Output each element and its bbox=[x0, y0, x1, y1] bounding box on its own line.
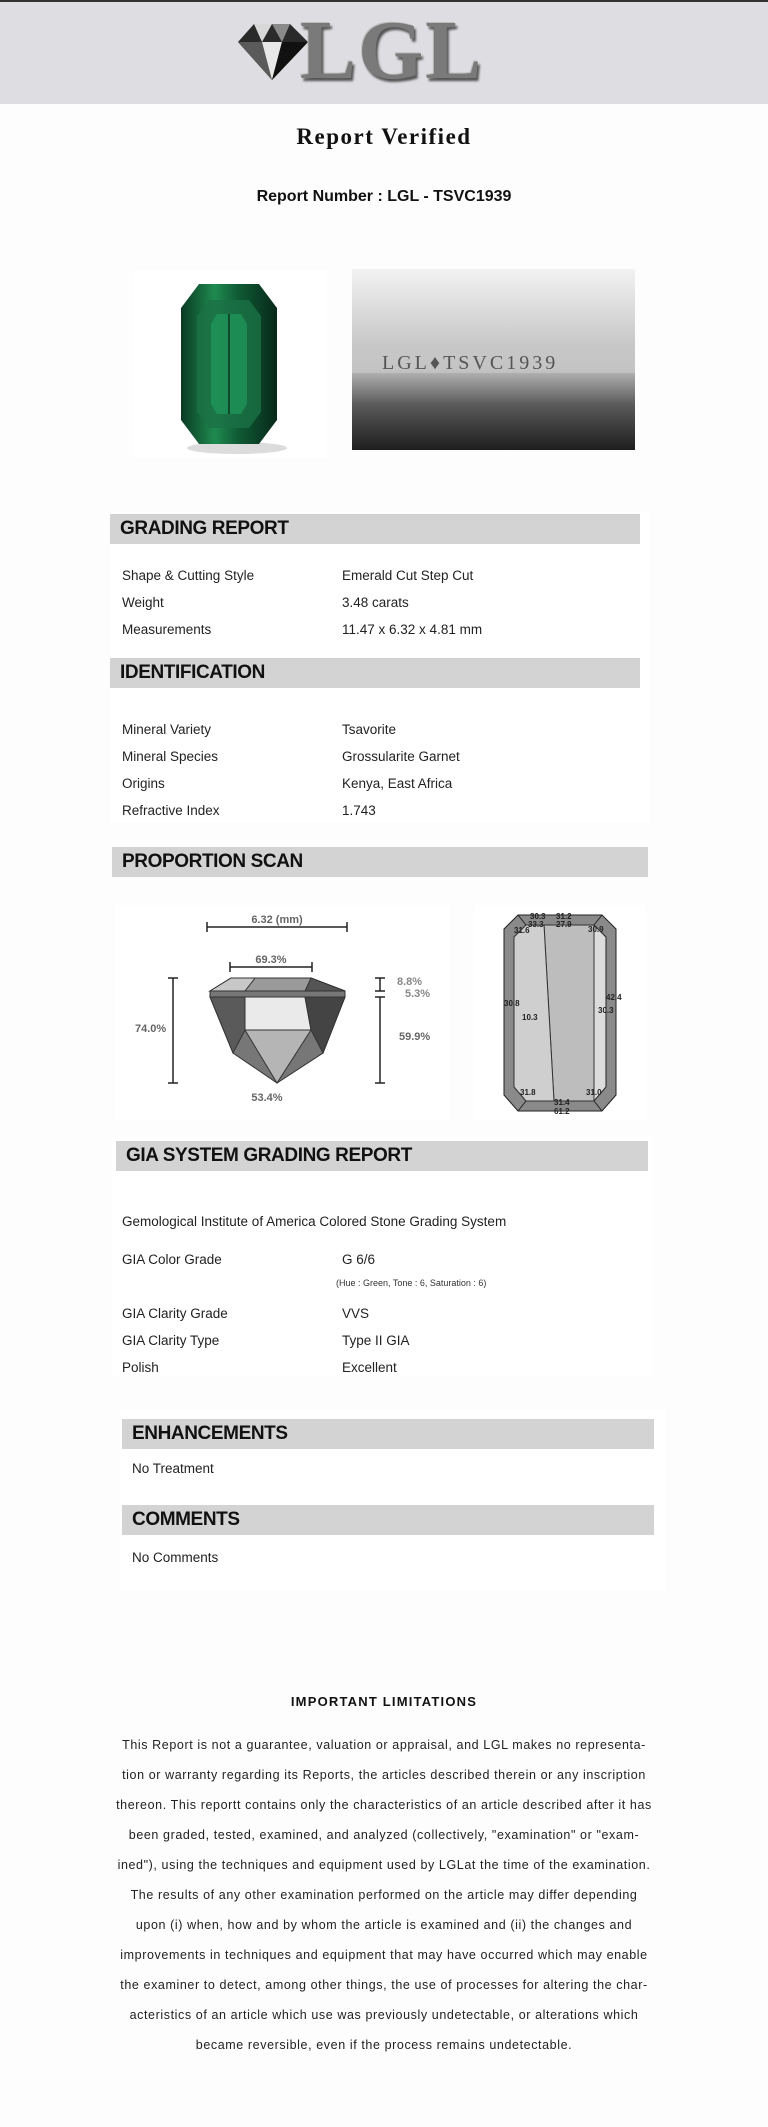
limitations-line-7: improvements in techniques and equipment that may have occurred which may enable bbox=[120, 1948, 648, 1962]
girdle-label: 5.3% bbox=[405, 988, 431, 1000]
grading-report-header bbox=[110, 514, 640, 544]
comments-value: No Comments bbox=[132, 1550, 219, 1565]
grading-label-2: Measurements bbox=[122, 622, 212, 637]
gia-color-note: (Hue : Green, Tone : 6, Saturation : 6) bbox=[336, 1278, 487, 1288]
grading-report-title: GRADING REPORT bbox=[120, 518, 289, 539]
table-label: 69.3% bbox=[255, 954, 287, 966]
top-label-12: 31.4 bbox=[554, 1098, 570, 1107]
grading-value-2: 11.47 x 6.32 x 4.81 mm bbox=[342, 622, 483, 637]
limitations-line-6: upon (i) when, how and by whom the article is examined and (ii) the changes and bbox=[135, 1918, 633, 1932]
limitations-line-10: became reversible, even if the process remains undetectable. bbox=[195, 2038, 573, 2052]
limitations-title: IMPORTANT LIMITATIONS bbox=[290, 1694, 478, 1709]
top-label-9: 30.3 bbox=[598, 1006, 614, 1015]
top-label-11: 31.0 bbox=[586, 1088, 602, 1097]
gia-label-1: GIA Clarity Type bbox=[122, 1333, 220, 1348]
report-number: Report Number : LGL - TSVC1939 bbox=[256, 188, 512, 205]
comments-title: COMMENTS bbox=[132, 1509, 240, 1530]
identification-title: IDENTIFICATION bbox=[120, 662, 265, 683]
limitations-line-1: tion or warranty regarding its Reports, the articles described therein or any inscription bbox=[122, 1768, 646, 1782]
top-label-7: 10.3 bbox=[522, 1013, 538, 1022]
gia-value-1: Type II GIA bbox=[342, 1333, 410, 1348]
width-label: 6.32 (mm) bbox=[251, 914, 303, 926]
top-label-5: 30.9 bbox=[588, 925, 604, 934]
gia-color-value: G 6/6 bbox=[342, 1252, 376, 1267]
limitations-line-2: thereon. This reportt contains only the characteristics of an article described after it has bbox=[116, 1798, 652, 1812]
ident-value-1: Grossularite Garnet bbox=[342, 749, 460, 764]
gem-photo bbox=[133, 270, 327, 458]
enhancements-header bbox=[122, 1419, 654, 1449]
inscription-photo bbox=[352, 269, 635, 450]
gia-value-2: Excellent bbox=[342, 1360, 397, 1375]
top-label-4: 27.9 bbox=[556, 920, 572, 929]
logo-text: LGL bbox=[300, 4, 484, 97]
top-label-1: 33.3 bbox=[528, 920, 544, 929]
grading-label-1: Weight bbox=[122, 595, 164, 610]
page-title: Report Verified bbox=[296, 124, 472, 149]
ident-label-2: Origins bbox=[122, 776, 165, 791]
top-label-8: 42.4 bbox=[606, 993, 622, 1002]
ident-value-3: 1.743 bbox=[342, 803, 376, 818]
side-profile-diagram bbox=[115, 905, 450, 1120]
limitations-line-8: the examiner to detect, among other things, the use of processes for altering the char- bbox=[120, 1978, 648, 1992]
limitations-line-5: The results of any other examination performed on the article may differ depending bbox=[130, 1888, 638, 1902]
proportion-scan-header bbox=[112, 847, 648, 877]
gia-label-0: GIA Clarity Grade bbox=[122, 1306, 228, 1321]
inscription-text: LGL♦TSVC1939 bbox=[382, 352, 559, 374]
limitations-line-9: acteristics of an article which use was previously undetectable, or alterations which bbox=[129, 2008, 639, 2022]
top-view-diagram bbox=[474, 905, 646, 1120]
gia-subtitle: Gemological Institute of America Colored Stone Grading System bbox=[122, 1214, 507, 1229]
limitations-line-3: been graded, tested, examined, and analyzed (collectively, "examination" or "exam- bbox=[128, 1828, 640, 1842]
crown-label: 8.8% bbox=[397, 976, 423, 988]
limitations-line-4: ined"), using the techniques and equipment used by LGLat the time of the examination. bbox=[117, 1858, 651, 1872]
top-label-6: 30.8 bbox=[504, 999, 520, 1008]
grading-label-0: Shape & Cutting Style bbox=[122, 568, 255, 583]
proportion-scan-title: PROPORTION SCAN bbox=[122, 851, 303, 872]
gia-label-2: Polish bbox=[122, 1360, 159, 1375]
ident-label-0: Mineral Variety bbox=[122, 722, 212, 737]
identification-header bbox=[110, 658, 640, 688]
ident-value-2: Kenya, East Africa bbox=[342, 776, 453, 791]
gia-title: GIA SYSTEM GRADING REPORT bbox=[126, 1145, 412, 1166]
enhancements-value: No Treatment bbox=[132, 1461, 214, 1476]
ident-label-3: Refractive Index bbox=[122, 803, 220, 818]
depth-label: 74.0% bbox=[135, 1023, 167, 1035]
top-label-0: 30.3 bbox=[530, 912, 546, 921]
comments-header bbox=[122, 1505, 654, 1535]
enhancements-title: ENHANCEMENTS bbox=[132, 1423, 288, 1444]
top-label-13: 61.2 bbox=[554, 1107, 570, 1116]
gia-color-label: GIA Color Grade bbox=[122, 1252, 222, 1267]
gia-value-0: VVS bbox=[342, 1306, 370, 1321]
top-label-3: 31.6 bbox=[514, 926, 530, 935]
grading-value-1: 3.48 carats bbox=[342, 595, 409, 610]
top-label-10: 31.8 bbox=[520, 1088, 536, 1097]
pavilion-label: 59.9% bbox=[399, 1031, 431, 1043]
limitations-line-0: This Report is not a guarantee, valuation or appraisal, and LGL makes no representa- bbox=[122, 1738, 646, 1752]
gia-header bbox=[116, 1141, 648, 1171]
ident-label-1: Mineral Species bbox=[122, 749, 219, 764]
grading-value-0: Emerald Cut Step Cut bbox=[342, 568, 474, 583]
culet-label: 53.4% bbox=[251, 1092, 283, 1104]
top-label-2: 31.2 bbox=[556, 912, 572, 921]
ident-value-0: Tsavorite bbox=[342, 722, 397, 737]
